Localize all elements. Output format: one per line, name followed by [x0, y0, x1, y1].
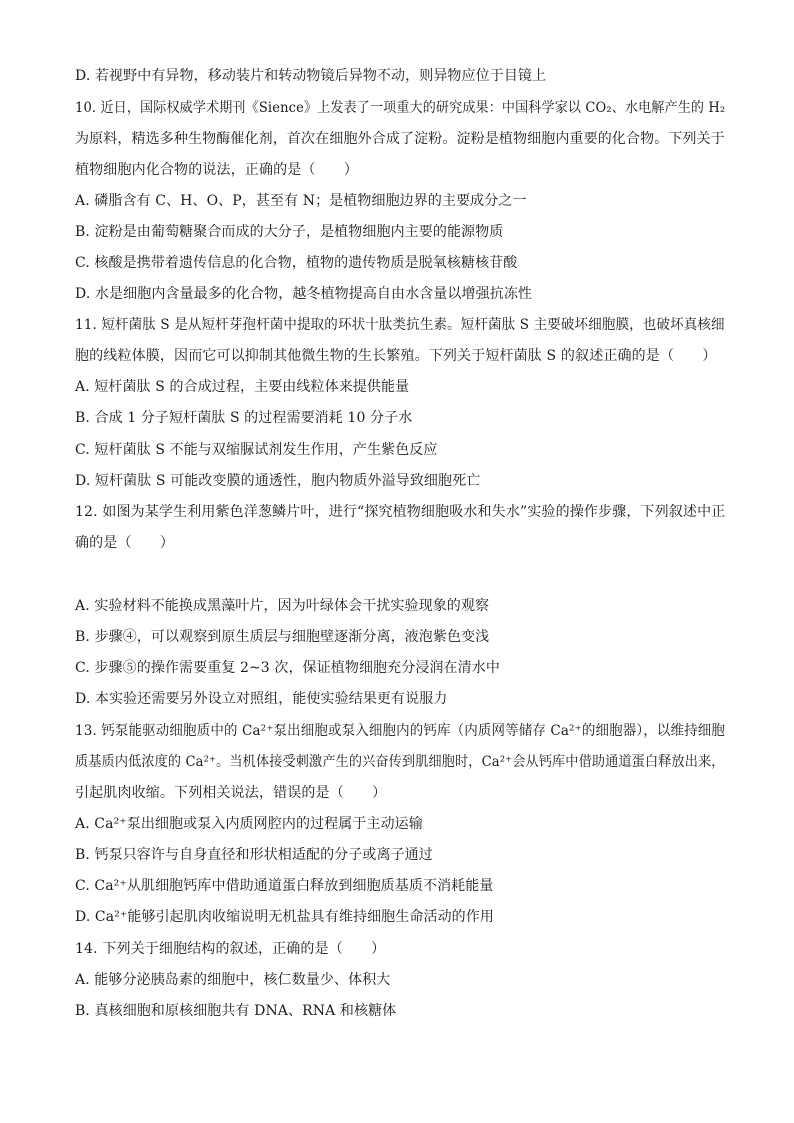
q12-stem-line-2: 确的是（ ） — [75, 535, 175, 551]
q12-option-b: B. 步骤④，可以观察到原生质层与细胞壁逐渐分离，液泡紫色变浅 — [75, 629, 490, 645]
q14-option-a: A. 能够分泌胰岛素的细胞中，核仁数量少、体积大 — [75, 972, 391, 988]
q13-option-d: D. Ca²⁺能够引起肌肉收缩说明无机盐具有维持细胞生命活动的作用 — [75, 909, 494, 925]
q10-option-c: C. 核酸是携带着遗传信息的化合物，植物的遗传物质是脱氧核糖核苷酸 — [75, 255, 518, 271]
q11-option-b: B. 合成 1 分子短杆菌肽 S 的过程需要消耗 10 分子水 — [75, 410, 413, 426]
q10-option-b: B. 淀粉是由葡萄糖聚合而成的大分子，是植物细胞内主要的能源物质 — [75, 224, 504, 240]
q13-option-c: C. Ca²⁺从肌细胞钙库中借助通道蛋白释放到细胞质基质不消耗能量 — [75, 878, 494, 894]
q12-option-a: A. 实验材料不能换成黑藻叶片，因为叶绿体会干扰实验现象的观察 — [75, 598, 490, 614]
q10-option-d: D. 水是细胞内含量最多的化合物，越冬植物提高自由水含量以增强抗冻性 — [75, 286, 533, 302]
q13-option-a: A. Ca²⁺泵出细胞或泵入内质网腔内的过程属于主动运输 — [75, 816, 423, 832]
q10-stem-line-3: 植物细胞内化合物的说法，正确的是（ ） — [75, 162, 358, 178]
q11-stem-line-2: 胞的线粒体膜，因而它可以抑制其他微生物的生长繁殖。下列关于短杆菌肽 S 的叙述正确的是（ ） — [75, 348, 717, 364]
q12-option-c: C. 步骤⑤的操作需要重复 2~3 次，保证植物细胞充分浸润在清水中 — [75, 660, 500, 676]
q12-stem-line-1: 12. 如图为某学生利用紫色洋葱鳞片叶，进行“探究植物细胞吸水和失水”实验的操作步骤，下列叙述中正 — [75, 504, 726, 520]
q13-stem-line-3: 引起肌肉收缩。下列相关说法，错误的是（ ） — [75, 785, 387, 801]
q13-stem-line-2: 质基质内低浓度的 Ca²⁺。当机体接受刺激产生的兴奋传到肌细胞时，Ca²⁺会从钙库中借助通道蛋白释放出来， — [75, 754, 725, 770]
q11-option-c: C. 短杆菌肽 S 不能与双缩脲试剂发生作用，产生紫色反应 — [75, 442, 438, 458]
q10-option-a: A. 磷脂含有 C、H、O、P，甚至有 N；是植物细胞边界的主要成分之一 — [75, 193, 527, 209]
q11-stem-line-1: 11. 短杆菌肽 S 是从短杆芽孢杆菌中提取的环状十肽类抗生素。短杆菌肽 S 主要破坏细胞膜，也破坏真核细 — [75, 317, 725, 333]
q13-option-b: B. 钙泵只容许与自身直径和形状相适配的分子或离子通过 — [75, 847, 433, 863]
q10-stem-line-1: 10. 近日，国际权威学术期刊《Sience》上发表了一项重大的研究成果：中国科学家以 CO₂、水电解产生的 H₂ — [75, 100, 726, 116]
q12-option-d: D. 本实验还需要另外设立对照组，能使实验结果更有说服力 — [75, 691, 448, 707]
q14-option-b: B. 真核细胞和原核细胞共有 DNA、RNA 和核糖体 — [75, 1003, 397, 1019]
q14-stem-line-1: 14. 下列关于细胞结构的叙述，正确的是（ ） — [75, 941, 386, 957]
q9-option-d: D. 若视野中有异物，移动装片和转动物镜后异物不动，则异物应位于目镜上 — [75, 68, 547, 84]
q11-option-d: D. 短杆菌肽 S 可能改变膜的通透性，胞内物质外溢导致细胞死亡 — [75, 473, 481, 489]
q11-option-a: A. 短杆菌肽 S 的合成过程，主要由线粒体来提供能量 — [75, 379, 410, 395]
q10-stem-line-2: 为原料，精选多种生物酶催化剂，首次在细胞外合成了淀粉。淀粉是植物细胞内重要的化合物。下列关于 — [75, 131, 725, 147]
q13-stem-line-1: 13. 钙泵能驱动细胞质中的 Ca²⁺泵出细胞或泵入细胞内的钙库（内质网等储存 Ca²⁺的细胞器），以维持细胞 — [75, 723, 726, 739]
